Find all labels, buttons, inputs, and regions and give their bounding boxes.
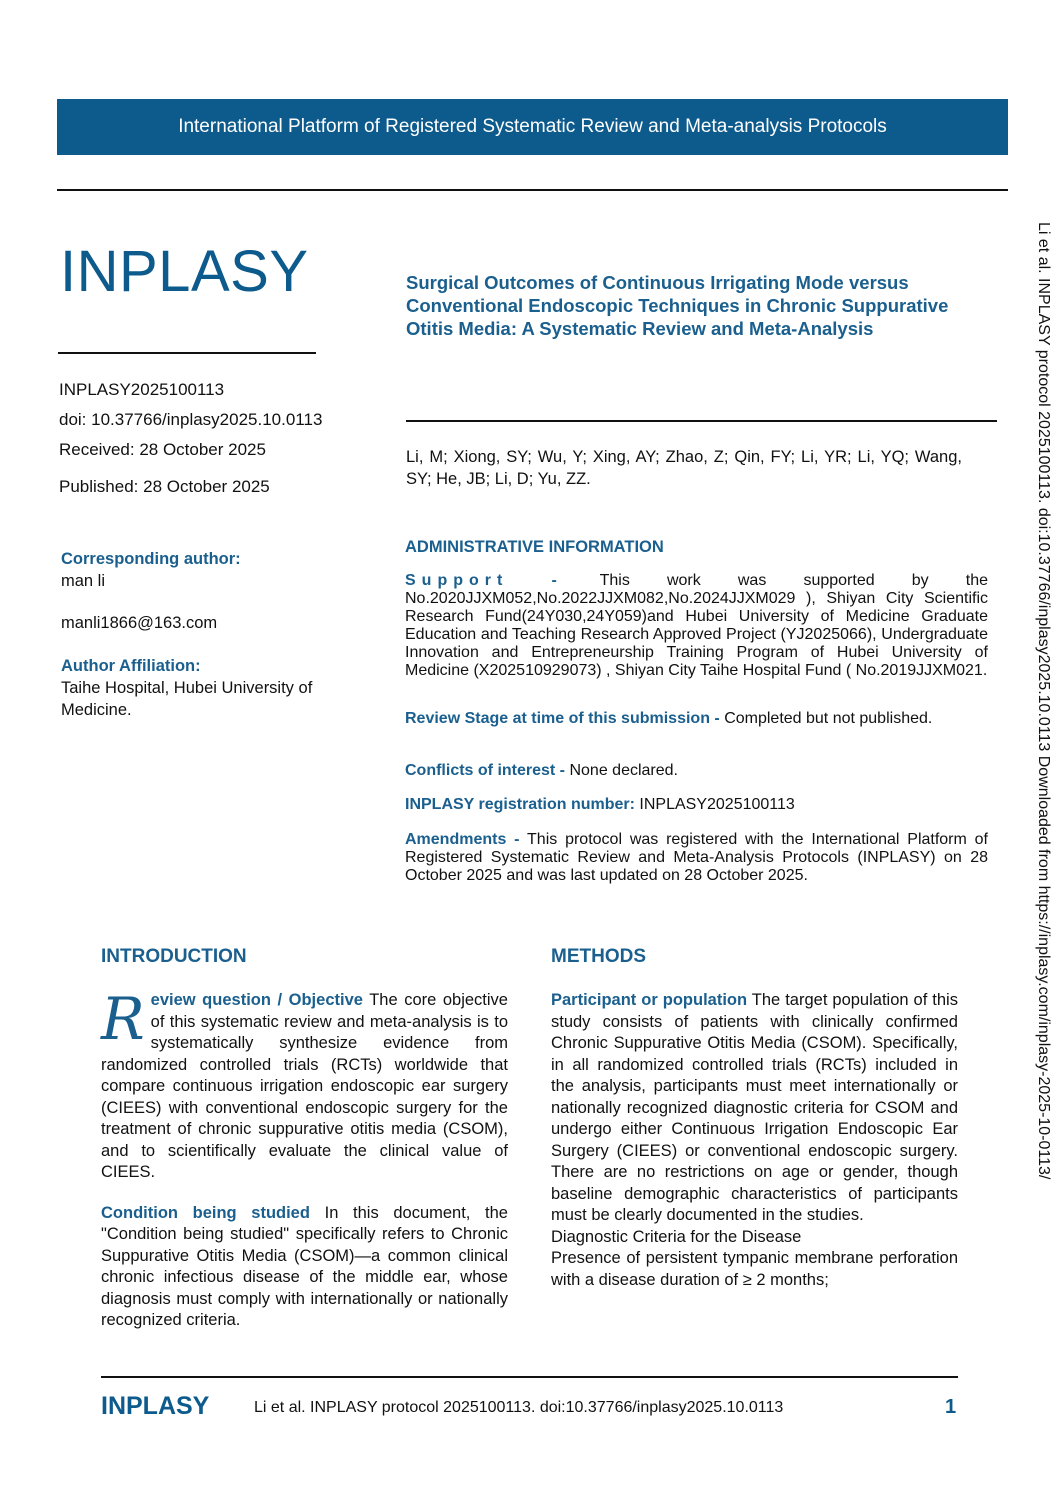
footer-divider — [101, 1376, 958, 1378]
objective-paragraph — [101, 985, 508, 1184]
record-id: INPLASY2025100113 — [59, 380, 225, 399]
conflicts-text: None declared. — [569, 762, 678, 779]
affiliation-label: Author Affiliation: — [61, 657, 201, 675]
registration-block — [405, 796, 988, 814]
corresponding-name: man li — [61, 572, 106, 590]
corresponding-label: Corresponding author: — [61, 550, 241, 568]
methods-heading: METHODS — [551, 946, 646, 967]
corresponding-email[interactable]: manli1866@163.com — [61, 614, 218, 632]
footer-logo: INPLASY — [101, 1392, 210, 1420]
amendments-block — [405, 831, 988, 885]
methods-column — [551, 990, 958, 1291]
vertical-margin-note: Li et al. INPLASY protocol 2025100113. doi:10.37766/inplasy2025.10.0113 Downloaded from https://inplasy.com/inplasy-2025-10-0113/ — [1035, 222, 1052, 1180]
inplasy-logo: INPLASY — [60, 239, 309, 304]
support-label: Support - — [405, 572, 563, 589]
registration-text: INPLASY2025100113 — [639, 796, 795, 813]
amendments-text: This protocol was registered with the International Platform of Registered Systematic Review and Meta-Analysis Protocols (INPLASY) on 28 October 2025 and was last updated on 28 October 2025. — [405, 831, 989, 884]
participant-label: Participant or population — [551, 991, 748, 1009]
condition-text: In this document, the "Condition being studied" specifically refers to Chronic Suppurative Otitis Media (CSOM)—a common clinical chronic infectious disease of the middle ear, whose diagnosis must comply with internationally or nationally recognized criteria. — [101, 1203, 508, 1329]
support-text: This work was supported by the No.2020JJXM052,No.2022JJXM082,No.2024JJXM029 ), Shiyan City Scientific Research Fund(24Y030,24Y059)and Hubei University of Medicine Graduate Education and Teaching Research Approved Project (YJ2025066), Undergraduate Innovation and Entrepreneurship Training Program of Hubei University of Medicine (X202510929073) , Shiyan City Taihe Hospital Fund ( No.2019JJXM021. — [405, 572, 989, 679]
admin-heading: ADMINISTRATIVE INFORMATION — [405, 538, 664, 556]
objective-label: eview question / Objective — [150, 991, 363, 1009]
introduction-column — [101, 985, 508, 1332]
author-affiliation — [61, 655, 351, 721]
objective-text: The core objective of this systematic review and meta-analysis is to systematically synthesize evidence from randomized controlled trials (RCTs) worldwide that compare continuous irrigation endoscopic ear surgery (CIEES) with conventional endoscopic surgery for the treatment of chronic suppurative otitis media (CSOM), and to scientifically evaluate the clinical value of CIEES. — [101, 991, 508, 1181]
header-banner — [57, 99, 1008, 155]
conflicts-label: Conflicts of interest - — [405, 762, 566, 779]
article-title: Surgical Outcomes of Continuous Irrigating Mode versus Conventional Endoscopic Techniques in Chronic Suppurative Otitis Media: A Systematic Review and Meta-Analysis — [406, 272, 949, 339]
published-date: Published: 28 October 2025 — [59, 477, 270, 496]
received-date: Received: 28 October 2025 — [59, 440, 266, 459]
title-divider — [406, 420, 997, 422]
diagnostic-text: Presence of persistent tympanic membrane perforation with a disease duration of ≥ 2 months; — [551, 1249, 958, 1289]
participant-paragraph — [551, 990, 958, 1227]
dropcap-letter: R — [101, 985, 145, 1053]
page-number: 1 — [945, 1396, 957, 1418]
participant-text: The target population of this study consists of patients with clinically confirmed Chronic Suppurative Otitis Media (CSOM). Specifically, in all randomized controlled trials (RCTs) included in the analysis, participants must meet internationally or nationally recognized diagnostic criteria for CSOM and undergo either Continuous Irrigation Endoscopic Ear Surgery (CIEES) or conventional endoscopic surgery. There are no restrictions on age or gender, though baseline demographic characteristics of participants must be clearly documented in the studies. — [551, 991, 958, 1224]
review-stage-label: Review Stage at time of this submission - — [405, 710, 720, 727]
corresponding-author — [61, 548, 331, 592]
footer-citation: Li et al. INPLASY protocol 2025100113. doi:10.37766/inplasy2025.10.0113 — [254, 1399, 784, 1416]
top-divider — [57, 189, 1008, 191]
condition-label: Condition being studied — [101, 1203, 310, 1222]
banner-text: International Platform of Registered Systematic Review and Meta-analysis Protocols — [178, 116, 887, 137]
condition-paragraph — [101, 1203, 508, 1332]
support-block — [405, 572, 988, 680]
review-stage-text: Completed but not published. — [724, 710, 933, 727]
conflicts-block — [405, 762, 988, 780]
registration-label: INPLASY registration number: — [405, 796, 635, 813]
review-stage-block — [405, 710, 988, 728]
affiliation-text: Taihe Hospital, Hubei University of Medicine. — [61, 679, 313, 719]
amendments-label: Amendments - — [405, 831, 520, 848]
author-list: Li, M; Xiong, SY; Wu, Y; Xing, AY; Zhao, Z; Qin, FY; Li, YR; Li, YQ; Wang, SY; He, JB; Li, D; Yu, ZZ. — [406, 448, 962, 488]
record-doi[interactable]: doi: 10.37766/inplasy2025.10.0113 — [59, 410, 323, 429]
diagnostic-heading: Diagnostic Criteria for the Disease — [551, 1227, 802, 1246]
introduction-heading: INTRODUCTION — [101, 946, 247, 967]
logo-underline — [58, 352, 316, 354]
